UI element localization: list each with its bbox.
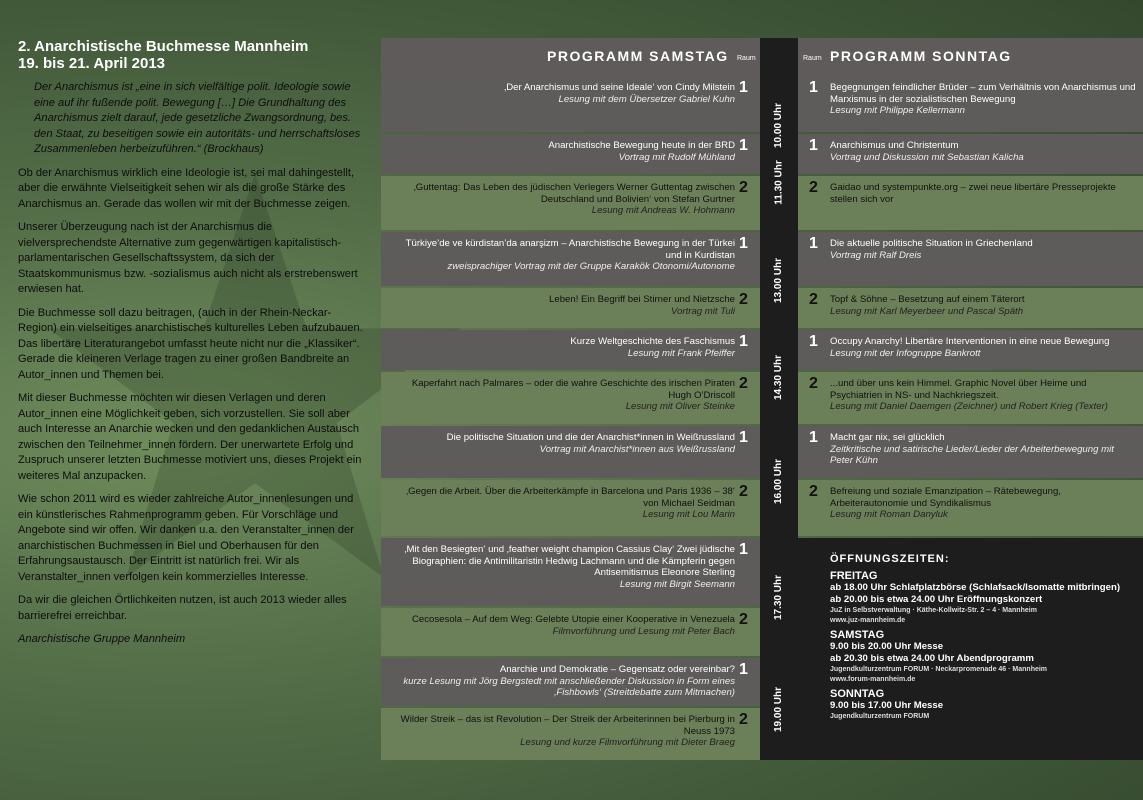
sunday-header [798,38,1143,76]
room-number: 2 [809,483,818,500]
event-title: Macht gar nix, sei glücklich [830,432,945,443]
saturday-title: PROGRAMM SAMSTAG [547,48,729,64]
paragraph: Mit dieser Buchmesse möchten wir diesen Verlagen und deren Autor_innen eine Möglichkeit geben, sich vorzustellen. Sie soll aber auch Interesse an Anarchie wecken und den gedanklichen Austausch zwischen den Teilnehmer_innen fördern. Der unerwartete Erfolg und Zuspruch unserer letzten Buchmesse motiviert uns, dieses Projekt ein weiteres Mal anzupacken. [18,392,362,482]
time-slot: 19.00 Uhr [773,686,785,732]
event-subtitle: Lesung mit Daniel Daemgen (Zeichner) und Robert Krieg (Texter) [830,401,1108,413]
day-label: SONNTAG [830,688,885,700]
room-number: 1 [739,429,748,446]
intro-column [18,38,363,648]
time-slot: 17.30 Uhr [773,574,785,620]
room-number: 2 [809,375,818,392]
paragraph: Unserer Überzeugung nach ist der Anarchismus die vielversprechendste Alternative zum gegenwärtigen kapitalistisch-parlamentarischen Gesellschaftssystem, da sich der Staatskommunismus bzw. -sozialismus auch nicht als erstrebenswert erwiesen hat. [18,221,358,295]
event-title: Türkiye’de ve kürdistan’da anarşizm – Anarchistische Bewegung in der Türkei und in Kurdistan [405,238,735,261]
event-subtitle: Filmvorführung und Lesung mit Peter Bach [552,625,735,637]
event-title: Die aktuelle politische Situation in Griechenland [830,238,1033,249]
room-number: 1 [809,429,818,446]
room-number: 2 [739,375,748,392]
event-subtitle: Lesung mit der Infogruppe Bankrott [830,347,981,359]
event-title: Anarchistische Bewegung heute in der BRD [548,140,735,151]
room-number: 1 [739,79,748,96]
room-number: 1 [809,235,818,252]
event-title: ...und über uns kein Himmel. Graphic Novel über Heime und Psychiatrien in NS- und Nachkriegszeit. [830,378,1087,401]
brockhaus-quote: Der Anarchismus ist „eine in sich vielfältige polit. Ideologie sowie eine auf ihr fußende polit. Bewegung […] Die Grundhaltung des Anarchismus zielt darauf, jede gesetzliche Zwangsordnung, bes. den Staat, zu beseitigen sowie ein autoritäts- und herrschaftsloses Zusammenleben herbeizuführen.“ (Brockhaus) [34,81,361,155]
paragraph: Die Buchmesse soll dazu beitragen, (auch in der Rhein-Neckar-Region) ein vielseitiges anarchistisches kulturelles Leben aufzubauen. Das libertäre Literaturangebot umfasst heute nicht nur die „Klassiker“. Gerade die kleineren Verlage tragen zu einer großen Bandbreite an Autor_innen und Themen bei. [18,306,363,381]
room-number: 1 [739,333,748,350]
event-title: Anarchie und Demokratie – Gegensatz oder vereinbar? [499,664,735,675]
event-subtitle: Lesung mit Roman Danyluk [830,509,948,521]
event-subtitle: Lesung mit Lou Marin [642,509,735,521]
event-subtitle: Vortrag mit Rudolf Mühland [618,151,735,163]
paragraph: Wie schon 2011 wird es wieder zahlreiche Autor_innenlesungen und ein künstlerisches Rahmenprogramm geben. Für Vorschläge und Angebote sind wir offen. Wir danken u.a. den Veranstalter_innen der anarchistischen Buchmessen in Biel und Oberhausen für den Erfahrungsaustausch. Der Eintritt ist natürlich frei. Wir als Veranstalter_innen verfolgen kein kommerzielles Interesse. [18,493,354,583]
event-title: Topf & Söhne – Besetzung auf einem Täterort [830,294,1025,305]
room-label: Raum [737,55,756,62]
room-number: 1 [809,79,818,96]
time-slot: 11.30 Uhr [773,159,785,205]
room-label: Raum [803,55,822,62]
room-number: 1 [739,137,748,154]
time-slot: 14.30 Uhr [773,354,785,400]
time-column [760,38,798,760]
time-slot: 13.00 Uhr [773,257,785,303]
event-subtitle: Lesung mit Philippe Kellermann [830,105,965,117]
event-subtitle: Lesung und kurze Filmvorführung mit Dieter Braeg [520,737,735,749]
time-slot: 16.00 Uhr [773,458,785,504]
event-subtitle: kurze Lesung mit Jörg Bergstedt mit anschließender Diskussion in Form eines ‚Fishbowls‘ (Streitdebatte zum Mitmachen) [403,675,735,699]
event-title: Kurze Weltgeschichte des Faschismus [570,336,735,347]
program-row [381,608,760,656]
day-label: SAMSTAG [830,629,885,641]
event-subtitle: Lesung mit Andreas W. Hohmann [591,205,735,217]
time-slot: 10.00 Uhr [773,102,785,148]
room-number: 2 [809,179,818,196]
room-number: 2 [809,291,818,308]
room-number: 1 [809,333,818,350]
paragraph: Da wir die gleichen Örtlichkeiten nutzen, ist auch 2013 wieder alles barrierefrei erreichbar. [18,594,347,622]
event-title: Die politische Situation und die der Anarchist*innen in Weißrussland [446,432,735,443]
event-subtitle: Vortrag mit Anarchist*innen aus Weißrussland [539,443,735,455]
event-subtitle: Zeitkritische und satirische Lieder/Lieder der Arbeiterbewegung mit Peter Kühn [830,443,1114,467]
event-subtitle: Lesung mit Birgit Seemann [619,578,735,590]
room-number: 2 [739,611,748,628]
event-subtitle: Vortrag mit Tuli [671,305,735,317]
program-row [381,708,760,760]
room-number: 2 [739,291,748,308]
event-subtitle: Lesung mit dem Übersetzer Gabriel Kuhn [558,93,735,105]
event-title: ‚Gegen die Arbeit. Über die Arbeiterkämpfe in Barcelona und Paris 1936 – 38‘ von Michael Seidman [405,486,735,509]
paragraph: Ob der Anarchismus wirklich eine Ideologie ist, sei mal dahingestellt, aber die erwähnte Vielseitigkeit sehen wir als die große Stärke des Anarchismus an. Gerade das wollen wir mit der Buchmesse zeigen. [18,166,355,210]
room-number: 2 [739,483,748,500]
opening-hours: ÖFFNUNGSZEITEN: FREITAG ab 18.00 Uhr Schlafplatzbörse (Schlafsack/Isomatte mitbringen) ab 20.00 bis etwa 24.00 Uhr Eröffnungskonzert JuZ in Selbstverwaltung · Käthe-Kollwitz-Str. 2 – 4 · Mannheim www.juz-mannheim.de SAMSTAG 9.00 bis 20.00 Uhr Messe ab 20.30 bis etwa 24.00 Uhr Abendprogramm Jugendkulturzentrum FORUM · Neckarpromenade 46 · Mannheim www.forum-mannheim.de SONNTAG 9.00 bis 17.00 Uhr Messe Jugendkulturzentrum FORUM [830,553,1140,722]
program-row [381,658,760,706]
event-title: ‚Guttentag: Das Leben des jüdischen Verlegers Werner Guttentag zwischen Deutschland und Bolivien‘ von Stefan Gurtner [413,182,735,205]
event-title: Kaperfahrt nach Palmares – oder die wahre Geschichte des irischen Piraten Hugh O’Driscoll [411,378,735,401]
event-title: Anarchismus und Christentum [830,140,959,151]
event-title: ‚Mit den Besiegten‘ und ‚feather weight champion Cassius Clay‘ Zwei jüdische Biographien: die Antimilitaristin Hedwig Lachmann und die Kämpferin gegen Antisemitismus Eleonore Sterling [404,544,735,579]
room-number: 2 [739,711,748,728]
room-number: 1 [739,541,748,558]
event-title: Befreiung und soziale Emanzipation – Rätebewegung, Arbeiterautonomie und Syndikalismus [830,486,1061,509]
event-title: ‚Der Anarchismus und seine Ideale‘ von Cindy Milstein [504,82,735,93]
day-label: FREITAG [830,570,878,582]
room-number: 2 [739,179,748,196]
saturday-header [381,38,760,76]
event-title: Occupy Anarchy! Libertäre Interventionen in eine neue Bewegung [830,336,1110,347]
sunday-title: PROGRAMM SONNTAG [830,48,1012,64]
event-title: Leben! Ein Begriff bei Stirner und Nietzsche [549,294,735,305]
event-title: Wilder Streik – das ist Revolution – Der Streik der Arbeiterinnen bei Pierburg in Neuss 1973 [400,714,735,737]
event-subtitle: Lesung mit Karl Meyerbeer und Pascal Späth [830,305,1024,317]
room-number: 1 [739,661,748,678]
event-subtitle: Vortrag mit Ralf Dreis [830,249,922,261]
event-subtitle: Vortrag und Diskussion mit Sebastian Kalicha [830,151,1024,163]
signature: Anarchistische Gruppe Mannheim [18,633,186,645]
event-title: 2. Anarchistische Buchmesse Mannheim 19. bis 21. April 2013 [18,38,309,72]
room-number: 1 [809,137,818,154]
event-title: Cecosesola – Auf dem Weg: Gelebte Utopie einer Kooperative in Venezuela [411,614,735,625]
program-table [381,38,1143,760]
event-subtitle: zweisprachiger Vortrag mit der Gruppe Karakök Otonomi/Autonome [447,261,735,273]
opening-hours-title: ÖFFNUNGSZEITEN: [830,553,950,565]
event-title: Gaidao und systempunkte.org – zwei neue libertäre Presseprojekte stellen sich vor [830,182,1116,205]
event-subtitle: Lesung mit Oliver Steinke [625,401,735,413]
room-number: 1 [739,235,748,252]
event-subtitle: Lesung mit Frank Pfeiffer [627,347,735,359]
event-title: Begegnungen feindlicher Brüder – zum Verhältnis von Anarchismus und Marxismus in der sozialistischen Bewegung [830,82,1136,105]
program-row [381,538,760,606]
